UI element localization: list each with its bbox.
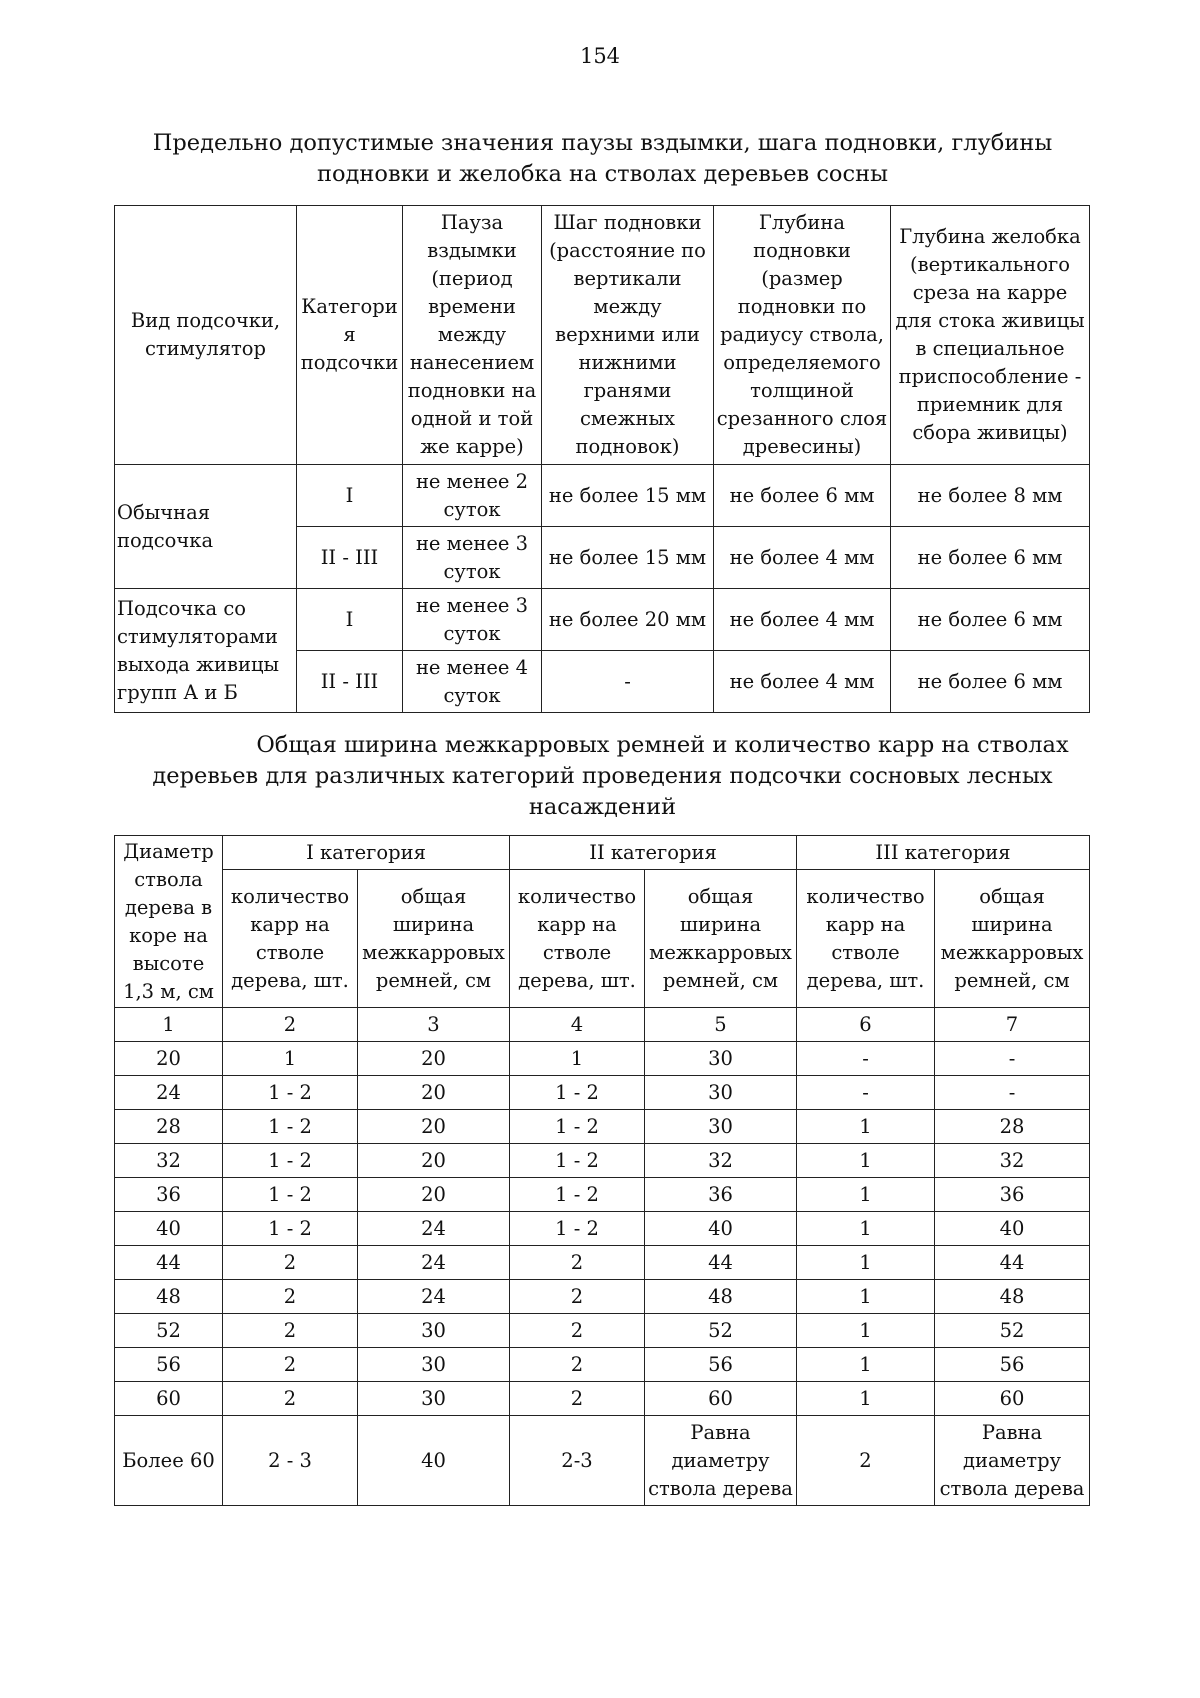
table-cell: 28 <box>115 1110 223 1144</box>
table-cell: 1 - 2 <box>510 1144 645 1178</box>
table-cell: 60 <box>645 1382 797 1416</box>
table-cell: 2 <box>510 1246 645 1280</box>
tapping-type-cell: Обычная подсочка <box>115 465 297 589</box>
depth-cell: не более 4 мм <box>714 651 891 713</box>
column-number: 7 <box>935 1008 1090 1042</box>
subheader-width: общая ширина межкарровых ремней, см <box>935 870 1090 1008</box>
table-cell: 36 <box>645 1178 797 1212</box>
pause-cell: не менее 3 суток <box>403 589 542 651</box>
depth-cell: не более 4 мм <box>714 527 891 589</box>
table-cell: 2 <box>223 1280 358 1314</box>
table-cell: 60 <box>115 1382 223 1416</box>
table-cell: 20 <box>115 1042 223 1076</box>
table-cell: 20 <box>358 1110 510 1144</box>
table-cell: 40 <box>645 1212 797 1246</box>
category-cell: II - III <box>297 651 403 713</box>
table-cell: 1 - 2 <box>223 1178 358 1212</box>
table2-title-line2: деревьев для различных категорий проведения подсочки сосновых лесных <box>152 763 1053 789</box>
table-cell: 56 <box>115 1348 223 1382</box>
table-cell: 1 <box>797 1212 935 1246</box>
table-cell: 1 <box>223 1042 358 1076</box>
header-category-3: III категория <box>797 836 1090 870</box>
subheader-count: количество карр на стволе дерева, шт. <box>797 870 935 1008</box>
tapping-type-cell: Подсочка со стимуляторами выхода живицы групп А и Б <box>115 589 297 713</box>
column-number: 1 <box>115 1008 223 1042</box>
subheader-count: количество карр на стволе дерева, шт. <box>510 870 645 1008</box>
table-cell: 2 <box>510 1280 645 1314</box>
header-groove: Глубина желобка (вертикального среза на карре для стока живицы в специальное приспособление - приемник для сбора живицы) <box>891 206 1090 465</box>
table-row <box>115 1280 1090 1314</box>
step-cell: не более 15 мм <box>542 527 714 589</box>
table-cell: 2 <box>223 1348 358 1382</box>
step-cell: - <box>542 651 714 713</box>
table-cell: 52 <box>645 1314 797 1348</box>
table-cell: 28 <box>935 1110 1090 1144</box>
header-step: Шаг подновки (расстояние по вертикали между верхними или нижними гранями смежных подновок) <box>542 206 714 465</box>
table-cell: 56 <box>645 1348 797 1382</box>
groove-cell: не более 6 мм <box>891 589 1090 651</box>
table-cell: 30 <box>358 1314 510 1348</box>
table-cell: 2 <box>223 1314 358 1348</box>
table-cell: Равна диаметру ствола дерева <box>935 1416 1090 1506</box>
table-cell: 24 <box>358 1212 510 1246</box>
category-cell: I <box>297 465 403 527</box>
table2-title-line1: Общая ширина межкарровых ремней и количество карр на стволах <box>256 732 1069 758</box>
step-cell: не более 15 мм <box>542 465 714 527</box>
column-number: 5 <box>645 1008 797 1042</box>
table-cell: 30 <box>358 1382 510 1416</box>
table-cell: 36 <box>935 1178 1090 1212</box>
category-cell: II - III <box>297 527 403 589</box>
table-cell: 2 <box>510 1348 645 1382</box>
column-number-row <box>115 1008 1090 1042</box>
header-tapping-type: Вид подсочки, стимулятор <box>115 206 297 465</box>
header-category-1: I категория <box>223 836 510 870</box>
table-cell: 1 - 2 <box>510 1212 645 1246</box>
table-cell: 1 <box>797 1144 935 1178</box>
table-cell: 1 <box>797 1178 935 1212</box>
table-cell: 30 <box>645 1042 797 1076</box>
table-cell: 52 <box>115 1314 223 1348</box>
table-cell: 1 <box>510 1042 645 1076</box>
pause-cell: не менее 4 суток <box>403 651 542 713</box>
table-cell: - <box>935 1042 1090 1076</box>
table-cell: 1 <box>797 1110 935 1144</box>
header-depth: Глубина подновки (размер подновки по радиусу ствола, определяемого толщиной срезанного слоя древесины) <box>714 206 891 465</box>
table-cell: 52 <box>935 1314 1090 1348</box>
header-category: Категори я подсочки <box>297 206 403 465</box>
table-cell: 2 <box>223 1382 358 1416</box>
table2-subheader-row <box>115 870 1090 1008</box>
column-number: 4 <box>510 1008 645 1042</box>
table-row <box>115 1314 1090 1348</box>
table-cell: 32 <box>935 1144 1090 1178</box>
table-cell: - <box>935 1076 1090 1110</box>
table-cell: 2 <box>797 1416 935 1506</box>
depth-cell: не более 4 мм <box>714 589 891 651</box>
table-cell: 60 <box>935 1382 1090 1416</box>
table-cell: 1 - 2 <box>510 1076 645 1110</box>
table-cell: 30 <box>645 1076 797 1110</box>
table-cell: 1 - 2 <box>223 1212 358 1246</box>
depth-cell: не более 6 мм <box>714 465 891 527</box>
category-cell: I <box>297 589 403 651</box>
belt-width-table <box>114 835 1090 1506</box>
step-cell: не более 20 мм <box>542 589 714 651</box>
table-row <box>115 1416 1090 1506</box>
table-cell: - <box>797 1042 935 1076</box>
table-cell: 2 <box>510 1314 645 1348</box>
table-cell: 1 <box>797 1382 935 1416</box>
table-cell: 1 <box>797 1280 935 1314</box>
table-cell: 1 - 2 <box>223 1144 358 1178</box>
header-category-2: II категория <box>510 836 797 870</box>
table-row <box>115 1382 1090 1416</box>
table-cell: 48 <box>935 1280 1090 1314</box>
page-number: 154 <box>579 44 621 68</box>
table-cell: 40 <box>935 1212 1090 1246</box>
table-row <box>115 1076 1090 1110</box>
pause-cell: не менее 2 суток <box>403 465 542 527</box>
table-cell: 1 <box>797 1314 935 1348</box>
table-row <box>115 1178 1090 1212</box>
table-cell: 20 <box>358 1076 510 1110</box>
column-number: 6 <box>797 1008 935 1042</box>
subheader-width: общая ширина межкарровых ремней, см <box>358 870 510 1008</box>
table-cell: 44 <box>115 1246 223 1280</box>
table-cell: 1 <box>797 1348 935 1382</box>
subheader-count: количество карр на стволе дерева, шт. <box>223 870 358 1008</box>
table1-header-row <box>115 206 1090 465</box>
table-cell: 56 <box>935 1348 1090 1382</box>
table2-title <box>110 730 1095 823</box>
tapping-limits-table <box>114 205 1090 713</box>
table2-header-row <box>115 836 1090 870</box>
table-cell: 24 <box>358 1246 510 1280</box>
table-cell: 48 <box>645 1280 797 1314</box>
table-row <box>115 465 1090 527</box>
table-row <box>115 1144 1090 1178</box>
table1-title: Предельно допустимые значения паузы вздымки, шага подновки, глубины подновки и желобка на стволах деревьев сосны <box>152 130 1053 187</box>
table-row <box>115 1042 1090 1076</box>
table-cell: 44 <box>645 1246 797 1280</box>
table-row <box>115 1348 1090 1382</box>
table-cell: 2 <box>223 1246 358 1280</box>
table-cell: 40 <box>358 1416 510 1506</box>
table-cell: Равна диаметру ствола дерева <box>645 1416 797 1506</box>
pause-cell: не менее 3 суток <box>403 527 542 589</box>
table-row <box>115 589 1090 651</box>
table-cell: 2 - 3 <box>223 1416 358 1506</box>
table-cell: 48 <box>115 1280 223 1314</box>
table-cell: 44 <box>935 1246 1090 1280</box>
table-cell: 1 <box>797 1246 935 1280</box>
groove-cell: не более 6 мм <box>891 527 1090 589</box>
table-row <box>115 1212 1090 1246</box>
table-cell: 24 <box>358 1280 510 1314</box>
table-cell: 1 - 2 <box>223 1110 358 1144</box>
table-cell: 20 <box>358 1042 510 1076</box>
column-number: 3 <box>358 1008 510 1042</box>
table-cell: 20 <box>358 1144 510 1178</box>
table-cell: 32 <box>645 1144 797 1178</box>
table-cell: 40 <box>115 1212 223 1246</box>
table-cell: - <box>797 1076 935 1110</box>
table2-title-line3: насаждений <box>528 794 677 820</box>
table-cell: 1 - 2 <box>510 1178 645 1212</box>
table-row <box>115 1110 1090 1144</box>
table-cell: 24 <box>115 1076 223 1110</box>
table-cell: 32 <box>115 1144 223 1178</box>
table-cell: Более 60 <box>115 1416 223 1506</box>
table-cell: 2 <box>510 1382 645 1416</box>
table-cell: 30 <box>358 1348 510 1382</box>
column-number: 2 <box>223 1008 358 1042</box>
table-row <box>115 1246 1090 1280</box>
header-pause: Пауза вздымки (период времени между нанесением подновки на одной и той же карре) <box>403 206 542 465</box>
subheader-width: общая ширина межкарровых ремней, см <box>645 870 797 1008</box>
groove-cell: не более 6 мм <box>891 651 1090 713</box>
table-cell: 1 - 2 <box>223 1076 358 1110</box>
table-cell: 36 <box>115 1178 223 1212</box>
table-cell: 1 - 2 <box>510 1110 645 1144</box>
groove-cell: не более 8 мм <box>891 465 1090 527</box>
table-cell: 20 <box>358 1178 510 1212</box>
table-cell: 30 <box>645 1110 797 1144</box>
table-cell: 2-3 <box>510 1416 645 1506</box>
header-diameter: Диаметр ствола дерева в коре на высоте 1,3 м, см <box>115 836 223 1008</box>
